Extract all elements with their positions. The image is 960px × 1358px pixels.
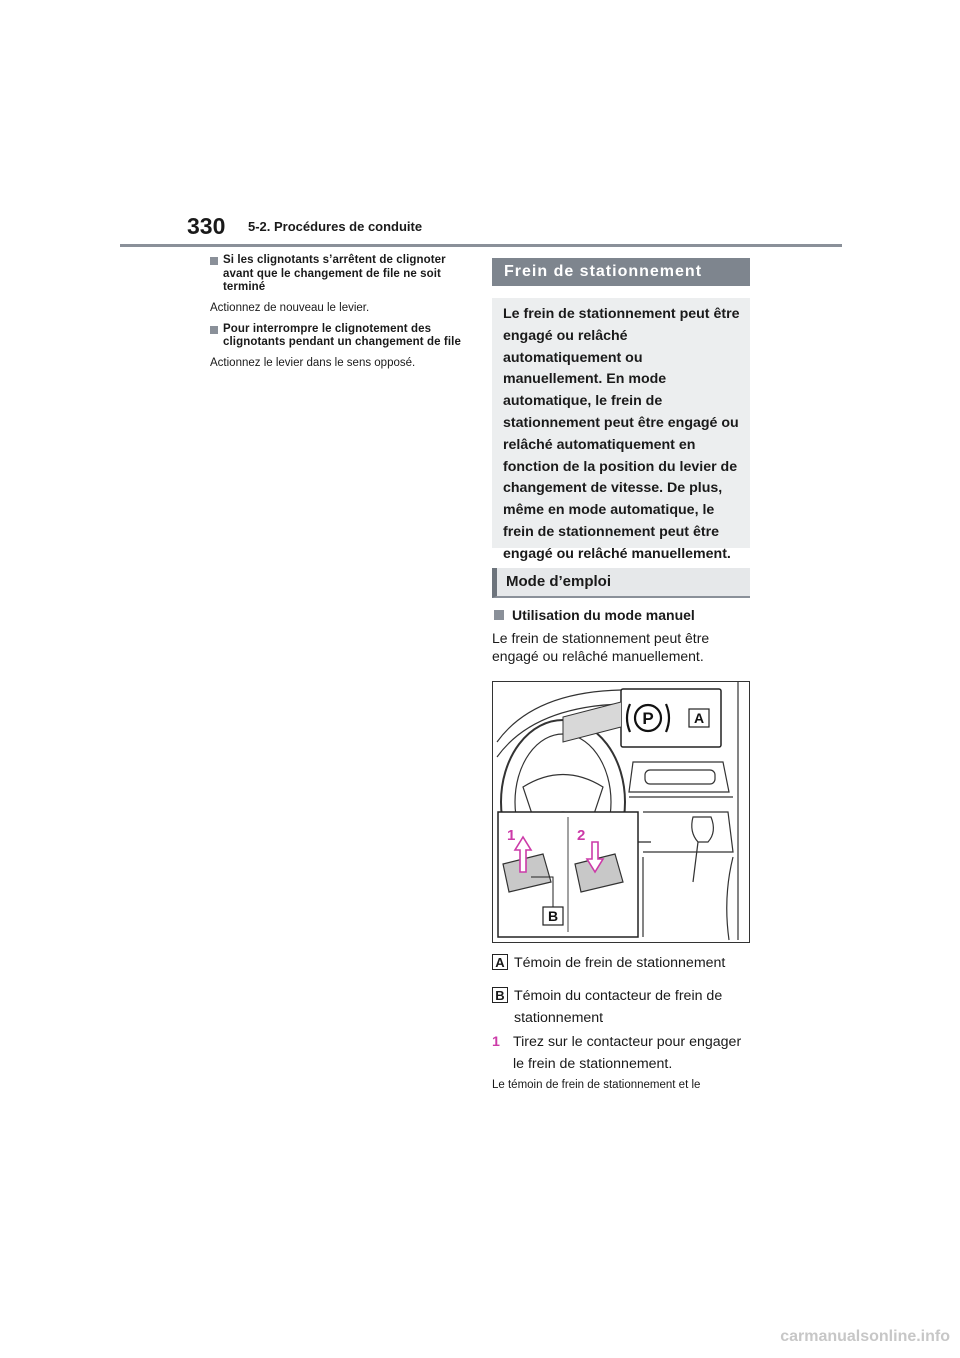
subheading-blinker-stop: Si les clignotants s’arrêtent de clignoter avant que le changement de file ne soit terminé xyxy=(210,254,472,295)
legend-item-a xyxy=(492,952,752,974)
page-number: 330 xyxy=(187,213,226,239)
mode-heading: Mode d’emploi xyxy=(492,568,750,598)
section-banner: Frein de stationnement xyxy=(492,258,750,286)
header-divider xyxy=(120,244,842,247)
step-item xyxy=(492,1031,752,1075)
figure-step-1: 1 xyxy=(507,827,516,844)
figure-label-b: B xyxy=(547,908,559,924)
figure-label-a: A xyxy=(693,710,705,726)
legend-text-a: Témoin de frein de stationnement xyxy=(514,955,726,971)
summary-box: Le frein de stationnement peut être engagé ou relâché automatiquement ou manuellement. En mode automatique, le frein de stationnement peut être engagé ou relâché automatiquement en fonction de la position du levier de changement de vitesse. De plus, même en mode automatique, le frein de stationnement peut être engagé ou relâché manuellement. xyxy=(492,298,750,548)
dashboard-drawing xyxy=(493,682,749,942)
subheading-blinker-cancel: Pour interrompre le clignotement des clignotants pendant un changement de file xyxy=(210,323,472,350)
manual-subheading-text: Utilisation du mode manuel xyxy=(512,607,695,623)
legend-key-b: B xyxy=(492,987,508,1003)
parking-brake-illustration xyxy=(492,681,750,943)
legend-item-b xyxy=(492,985,752,1029)
step-text: Tirez sur le contacteur pour engager le frein de stationnement. xyxy=(513,1034,742,1072)
legend-text-b: Témoin du contacteur de frein de stationnement xyxy=(514,988,723,1026)
paragraph-blinker-stop: Actionnez de nouveau le levier. xyxy=(210,301,370,314)
continuation-text: Le témoin de frein de stationnement et le xyxy=(492,1079,701,1091)
watermark: carmanualsonline.info xyxy=(780,1328,950,1345)
manual-subheading xyxy=(494,607,752,623)
paragraph-blinker-cancel: Actionnez le levier dans le sens opposé. xyxy=(210,356,416,369)
parking-indicator-symbol: P xyxy=(642,709,654,728)
legend-key-a: A xyxy=(492,954,508,970)
left-column xyxy=(210,254,472,378)
figure-step-2: 2 xyxy=(577,827,586,844)
section-title: 5-2. Procédures de conduite xyxy=(248,219,423,234)
step-number: 1 xyxy=(492,1034,500,1050)
manual-paragraph: Le frein de stationnement peut être engagé ou relâché manuellement. xyxy=(492,630,710,664)
